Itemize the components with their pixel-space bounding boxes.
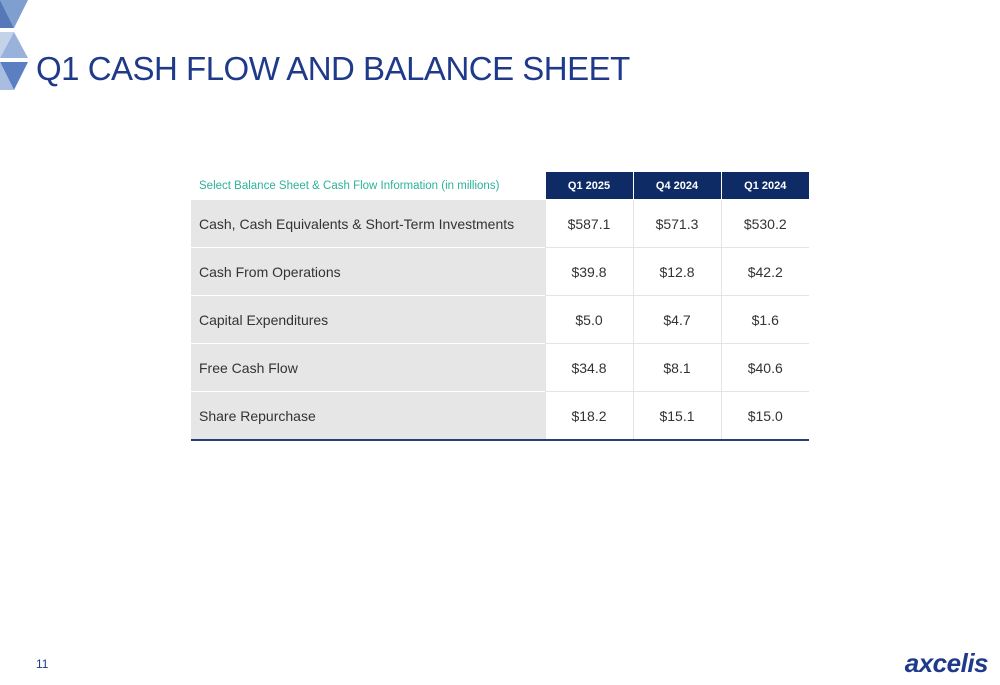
row-value: $4.7 (633, 296, 721, 344)
row-value: $15.0 (721, 392, 809, 441)
row-label: Cash From Operations (191, 248, 545, 296)
table-header-row (191, 172, 809, 200)
table-row (191, 392, 809, 441)
row-value: $12.8 (633, 248, 721, 296)
row-value: $587.1 (545, 200, 633, 248)
table-row (191, 248, 809, 296)
table-row (191, 200, 809, 248)
row-label: Cash, Cash Equivalents & Short-Term Investments (191, 200, 545, 248)
row-value: $530.2 (721, 200, 809, 248)
row-value: $39.8 (545, 248, 633, 296)
row-value: $34.8 (545, 344, 633, 392)
slide-title: Q1 CASH FLOW AND BALANCE SHEET (36, 50, 630, 87)
row-value: $18.2 (545, 392, 633, 441)
balance-sheet-table (191, 172, 809, 441)
column-header: Q1 2024 (721, 172, 809, 200)
row-value: $8.1 (633, 344, 721, 392)
row-label: Free Cash Flow (191, 344, 545, 392)
row-label: Capital Expenditures (191, 296, 545, 344)
column-header: Q1 2025 (545, 172, 633, 200)
axcelis-logo: axcelis (904, 648, 988, 678)
row-label: Share Repurchase (191, 392, 545, 441)
row-value: $42.2 (721, 248, 809, 296)
column-header: Q4 2024 (633, 172, 721, 200)
corner-triangle-decoration (0, 0, 30, 92)
row-value: $1.6 (721, 296, 809, 344)
table-row (191, 296, 809, 344)
table-caption: Select Balance Sheet & Cash Flow Information (in millions) (191, 172, 545, 200)
row-value: $40.6 (721, 344, 809, 392)
row-value: $571.3 (633, 200, 721, 248)
row-value: $15.1 (633, 392, 721, 441)
page-number: 11 (36, 657, 49, 671)
table-row (191, 344, 809, 392)
row-value: $5.0 (545, 296, 633, 344)
